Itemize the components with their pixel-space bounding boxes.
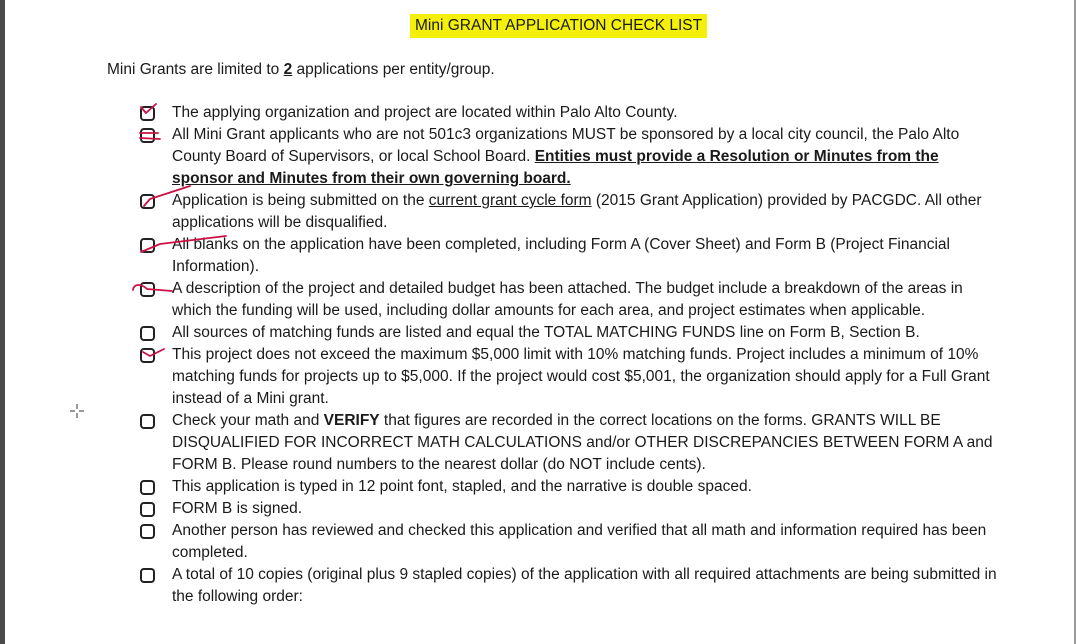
- checklist-item: [138, 102, 998, 124]
- checkbox-icon[interactable]: [140, 106, 155, 121]
- checklist-item: [138, 344, 998, 410]
- intro-before: Mini Grants are limited to: [107, 61, 284, 78]
- checkbox-icon[interactable]: [140, 194, 155, 209]
- checklist-item-text: All sources of matching funds are listed and equal the TOTAL MATCHING FUNDS line on Form B, Section B.: [172, 324, 920, 341]
- checklist-item-text-after: (2015 Grant Application) provided by PACGDC. All other applications will be disqualified.: [172, 192, 982, 231]
- intro-after: applications per entity/group.: [292, 61, 495, 78]
- checklist-item: [138, 234, 998, 278]
- checkbox-icon[interactable]: [140, 238, 155, 253]
- checklist-item-text: The applying organization and project are located within Palo Alto County.: [172, 104, 678, 121]
- checkbox-icon[interactable]: [140, 524, 155, 539]
- checklist-item-text: This application is typed in 12 point font, stapled, and the narrative is double spaced.: [172, 478, 752, 495]
- checklist-item-text: Application is being submitted on the: [172, 192, 429, 209]
- checkbox-icon[interactable]: [140, 568, 155, 583]
- checklist-item: [138, 520, 998, 564]
- intro-paragraph: [107, 59, 495, 81]
- checklist-item: [138, 476, 998, 498]
- checklist: [138, 102, 998, 608]
- checklist-item-text: Check your math and: [172, 412, 324, 429]
- title-wrapper: [410, 14, 707, 38]
- crosshair-cursor-icon: [68, 402, 86, 420]
- checklist-item: [138, 190, 998, 234]
- checklist-item: [138, 410, 998, 476]
- checklist-item: [138, 564, 998, 608]
- document-title: Mini GRANT APPLICATION CHECK LIST: [410, 14, 707, 38]
- checklist-item-text: A total of 10 copies (original plus 9 stapled copies) of the application with all required attachments are being submitted in the following order:: [172, 566, 997, 605]
- document-page: [5, 0, 1074, 644]
- form-link[interactable]: current grant cycle form: [428, 192, 592, 209]
- checklist-item-text: A description of the project and detailed budget has been attached. The budget include a breakdown of the areas in which the funding will be used, including dollar amounts for each area, and project estimates when applicable.: [172, 280, 963, 319]
- checklist-item-text: All Mini Grant applicants who are not 501c3 organizations MUST be sponsored by a local city council, the Palo Alto County Board of Supervisors, or local School Board.: [172, 126, 960, 165]
- verify-emphasis: VERIFY: [323, 412, 380, 429]
- checkbox-icon[interactable]: [140, 282, 155, 297]
- checklist-item: [138, 124, 998, 190]
- checklist-item-text: This project does not exceed the maximum $5,000 limit with 10% matching funds. Project includes a minimum of 10% matching funds for projects up to $5,000. If the project would cost $5,001, the organization should apply for a Full Grant instead of a Mini grant.: [172, 346, 990, 407]
- checklist-item: [138, 498, 998, 520]
- checklist-item: [138, 322, 998, 344]
- checkbox-icon[interactable]: [140, 326, 155, 341]
- checkbox-icon[interactable]: [140, 348, 155, 363]
- checklist-item: [138, 278, 998, 322]
- checklist-item-text: All blanks on the application have been completed, including Form A (Cover Sheet) and Form B (Project Financial Information).: [172, 236, 950, 275]
- checkbox-icon[interactable]: [140, 502, 155, 517]
- checkbox-icon[interactable]: [140, 414, 155, 429]
- checklist-item-emphasis: Entities must provide a Resolution or Minutes from the sponsor and Minutes from their own governing board.: [172, 148, 939, 187]
- checklist-item-text-after: that figures are recorded in the correct locations on the forms. GRANTS WILL BE DISQUALIFIED FOR INCORRECT MATH CALCULATIONS and/or OTHER DISCREPANCIES BETWEEN FORM A and FORM B. Please round numbers to the nearest dollar (do NOT include cents).: [172, 412, 993, 473]
- intro-number: 2: [283, 61, 293, 78]
- checkbox-icon[interactable]: [140, 128, 155, 143]
- checklist-item-text: Another person has reviewed and checked this application and verified that all math and information required has been completed.: [172, 522, 987, 561]
- checkbox-icon[interactable]: [140, 480, 155, 495]
- checklist-item-text: FORM B is signed.: [172, 500, 303, 517]
